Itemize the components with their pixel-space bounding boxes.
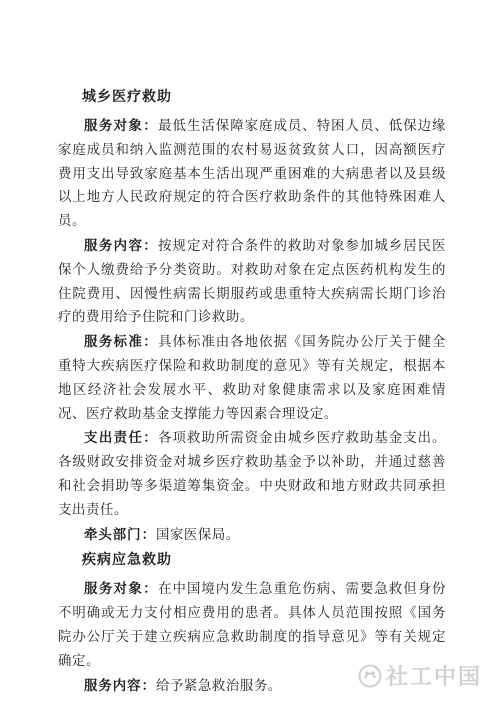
text-service-content: 按规定对符合条件的救助对象参加城乡居民医保个人缴费给予分类资助。对救助对象在定点医药机构发生的住院费用、因慢性病需长期服药或患重特大疾病需长期门诊治疗的费用给予住院和门诊救助。 xyxy=(58,238,447,326)
text-lead-department: 国家医保局。 xyxy=(155,527,240,543)
label-colon: ： xyxy=(141,527,156,543)
text-service-target: 最低生活保障家庭成员、特困人员、低保边缘家庭成员和纳入监测范围的农村易返贫致贫人口，因高额医疗费用支出导致家庭基本生活出现严重困难的大病患者以及县级以上地方人民政府规定的符合医疗救助条件的其他特殊困难人员。 xyxy=(58,119,447,230)
label-service-standard: 服务标准 xyxy=(84,335,144,351)
label-colon: ： xyxy=(143,238,159,254)
social-work-logo-icon xyxy=(358,664,382,688)
paragraph-lead-department xyxy=(58,524,446,548)
label-colon: ： xyxy=(141,678,156,694)
label-colon: ： xyxy=(143,119,159,134)
watermark xyxy=(358,660,482,691)
label-colon: ： xyxy=(143,431,159,447)
paragraph-service-target xyxy=(58,115,446,234)
paragraph-expenditure-responsibility xyxy=(58,427,446,522)
text-emergency-service-target: 在中国境内发生急重危伤病、需要急救但身份不明确或无力支付相应费用的患者。具体人员范围按照《国务院办公厅关于建立疾病应急救助制度的指导意见》等有关规定确定。 xyxy=(58,582,447,669)
text-expenditure-responsibility: 各项救助所需资金由城乡医疗救助基金支出。各级财政安排资金对城乡医疗救助基金予以补助，并通过慈善和社会捐助等多渠道筹集资金。中央财政和地方财政共同承担支出责任。 xyxy=(58,431,447,518)
paragraph-service-standard xyxy=(58,331,446,426)
label-colon: ： xyxy=(143,582,159,598)
text-emergency-service-content: 给予紧急救治服务。 xyxy=(155,678,282,694)
watermark-text: 社工中国 xyxy=(385,665,482,690)
label-lead-department: 牵头部门 xyxy=(84,527,142,543)
label-service-content: 服务内容 xyxy=(84,238,144,254)
label-emergency-service-content: 服务内容 xyxy=(84,678,142,694)
label-service-target: 服务对象 xyxy=(84,119,144,134)
section-title-disease-emergency-aid: 疾病应急救助 xyxy=(82,552,172,569)
section-title-urban-rural-medical-aid: 城乡医疗救助 xyxy=(82,89,172,105)
label-colon: ： xyxy=(143,335,159,351)
label-emergency-service-target: 服务对象 xyxy=(84,582,144,598)
paragraph-service-content xyxy=(58,235,446,330)
label-expenditure-responsibility: 支出责任 xyxy=(84,431,144,447)
text-service-standard: 具体标准由各地依据《国务院办公厅关于健全重特大疾病医疗保险和救助制度的意见》等有关规定，根据本地区经济社会发展水平、救助对象健康需求以及家庭困难情况、医疗救助基金支撑能力等因素合理设定。 xyxy=(58,335,447,422)
